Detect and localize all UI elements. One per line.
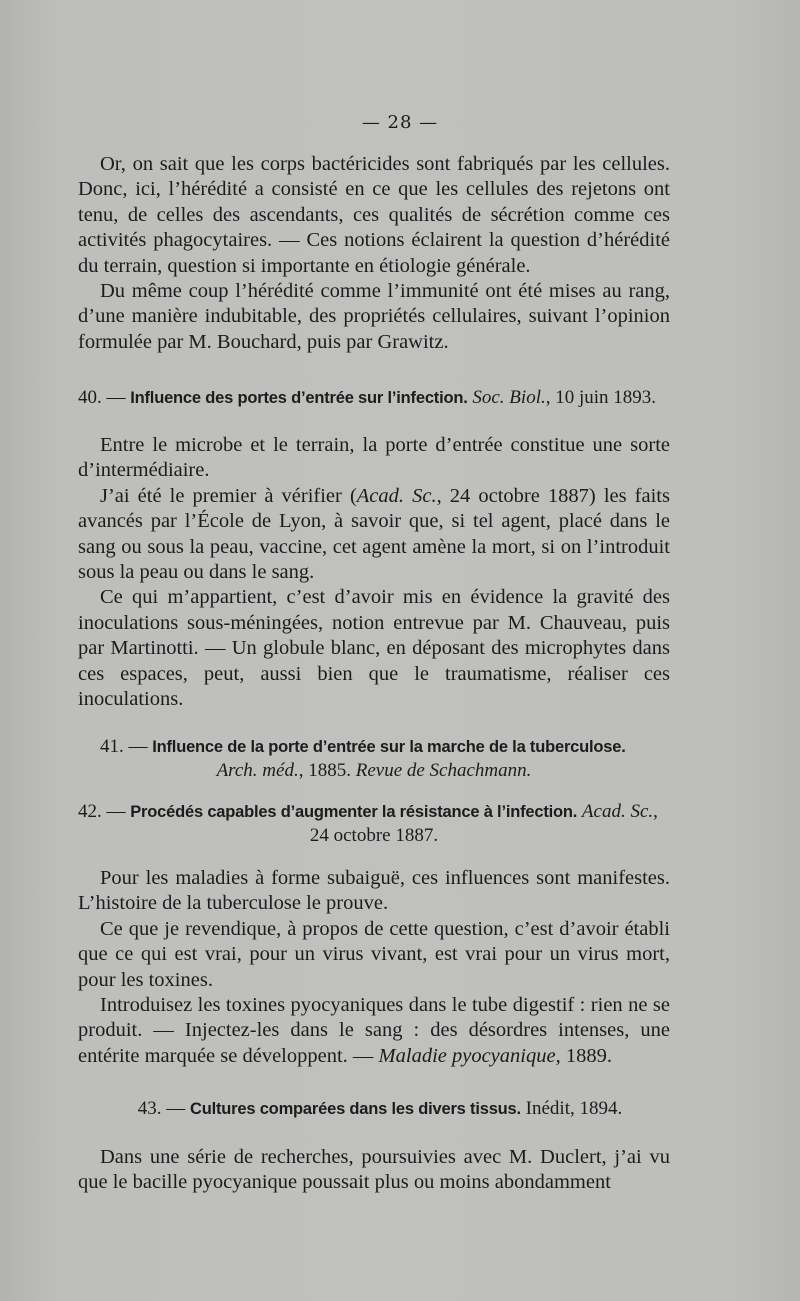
entry-source: Revue de Schachmann. [355,760,532,781]
entry-number: 41. — [100,736,148,757]
paragraph: Du même coup l’hérédité comme l’immunité ont été mises au rang, d’une manière indubitable, des propriétés cellulaires, suivant l’opinion formulée par M. Bouchard, puis par Grawitz. [78,280,670,353]
entry-source: Arch. méd. [216,760,299,781]
entry-title: Influence des portes d’entrée sur l’infection. [130,389,468,407]
text-block-1 [78,152,670,355]
entry-number: 43. — [137,1098,186,1119]
bibliography-entry-40 [78,386,670,410]
text-block-4 [78,1145,670,1196]
text-run: J’ai été le premier à vérifier ( [100,484,357,507]
paragraph: Pour les maladies à forme subaiguë, ces influences sont manifestes. L’histoire de la tuberculose le prouve. [78,867,670,915]
text-block-3 [78,866,670,1069]
entry-date: , 1885. [298,760,356,781]
paragraph: Ce qui m’appartient, c’est d’avoir mis en évidence la gravité des inoculations sous-méningées, notion entrevue par M. Chauveau, puis par Martinotti. — Un globule blanc, en déposant des microphytes dans ces espaces, peut, aussi bien que le traumatisme, réaliser ces inoculations. [78,586,670,711]
bibliography-entry-43 [100,1097,660,1121]
entry-title: Procédés capables d’augmenter la résistance à l’infection. [130,803,578,821]
entry-title: Cultures comparées dans les divers tissus. [190,1100,521,1118]
text-run: Introduisez les toxines pyocyaniques dans le tube digestif : rien ne se produit. — Injectez-les dans le sang : des désordres intenses, une entérite marquée se développent. — [78,994,670,1067]
paragraph [78,484,670,586]
paragraph: Entre le microbe et le terrain, la porte d’entrée constitue une sorte d’intermédiaire. [78,434,670,482]
entry-number: 40. — [78,387,126,408]
citation-source: Acad. Sc. [356,484,437,507]
text-run: , 24 octobre 1887) les faits avancés par l’École de Lyon, à savoir que, si tel agent, placé dans le sang ou sous la peau, vaccine, cet agent amène la mort, si on l’introduit sous la peau ou dans le sang. [78,484,670,584]
entry-line [78,735,670,759]
entry-line [78,759,670,783]
text-run: , 1889. [555,1044,612,1067]
entry-number: 42. — [78,801,126,822]
paragraph: Or, on sait que les corps bactéricides sont fabriqués par les cellules. Donc, ici, l’hérédité a consisté en ce que les cellules des rejetons ont tenu, de celles des ascendants, ces qualités de sécrétion comme ces activités phagocytaires. — Ces notions éclairent la question d’hérédité du terrain, question si importante en étiologie générale. [78,153,670,277]
entry-date: , 10 juin 1893. [545,387,657,408]
entry-title: Influence de la porte d’entrée sur la marche de la tuberculose. [152,738,626,756]
bibliography-entry-42 [78,800,670,848]
entry-note: Inédit, 1894. [525,1098,623,1119]
paragraph: Dans une série de recherches, poursuivies avec M. Duclert, j’ai vu que le bacille pyocyanique poussait plus ou moins abondamment [78,1146,670,1194]
text-block-2 [78,433,670,712]
paragraph: Ce que je revendique, à propos de cette question, c’est d’avoir établi que ce qui est vrai, pour un virus vivant, est vrai pour un virus mort, pour les toxines. [78,917,670,991]
bibliography-entry-41 [78,735,670,783]
page-number: — 28 — [361,112,439,133]
citation-source: Maladie pyocyanique [378,1044,556,1067]
entry-source: Soc. Biol. [472,387,546,408]
entry-line: 42. — Procédés capables d’augmenter la résistance à l’infection. Acad. Sc., [78,801,658,822]
entry-source: Acad. Sc. [581,801,654,822]
paragraph [78,993,670,1069]
entry-date: 24 octobre 1887. [309,825,439,846]
